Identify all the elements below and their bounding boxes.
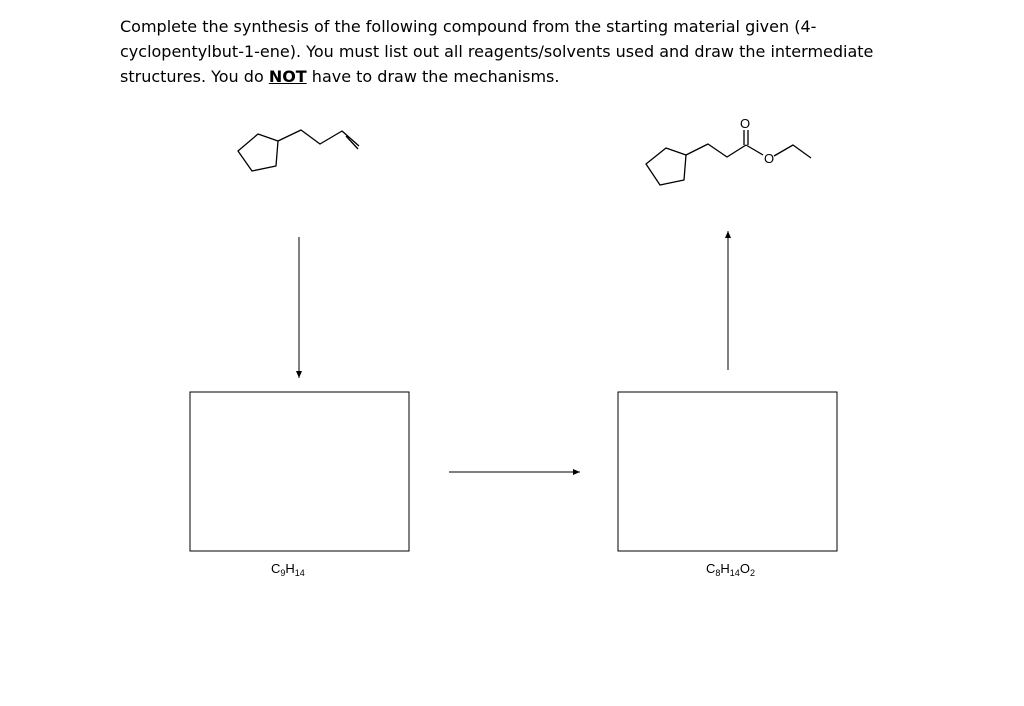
butene-chain: [278, 130, 359, 146]
intermediate-1-formula: $C_9H_{14}$: [271, 561, 305, 578]
ethyl-group: [774, 145, 811, 158]
intermediate-2-formula: $C_8H_{14}O_2$: [706, 561, 755, 578]
intermediate-2-answer-box[interactable]: [618, 392, 837, 551]
instructions-part-2: have to draw the mechanisms.: [306, 67, 560, 86]
propanoate-chain: [686, 144, 746, 157]
carbonyl-oxygen-label: O: [740, 116, 751, 131]
intermediate-1-answer-box[interactable]: [190, 392, 409, 551]
ester-oxygen-label: O: [764, 151, 775, 166]
instructions-part-1: Complete the synthesis of the following compound from the starting material given (4-cyclopentylbut-1-ene). You must list out all reagents/solvents used and draw the intermediate structures. You do: [120, 17, 874, 86]
ester-bond-c-o: [746, 145, 763, 155]
cyclopentane-ring: [646, 148, 686, 185]
alkene-double-bond: [346, 136, 358, 149]
instructions-emphasis: NOT: [268, 67, 307, 86]
starting-material-structure: [238, 130, 359, 171]
product-structure: [646, 130, 811, 185]
cyclopentane-ring: [238, 134, 278, 171]
